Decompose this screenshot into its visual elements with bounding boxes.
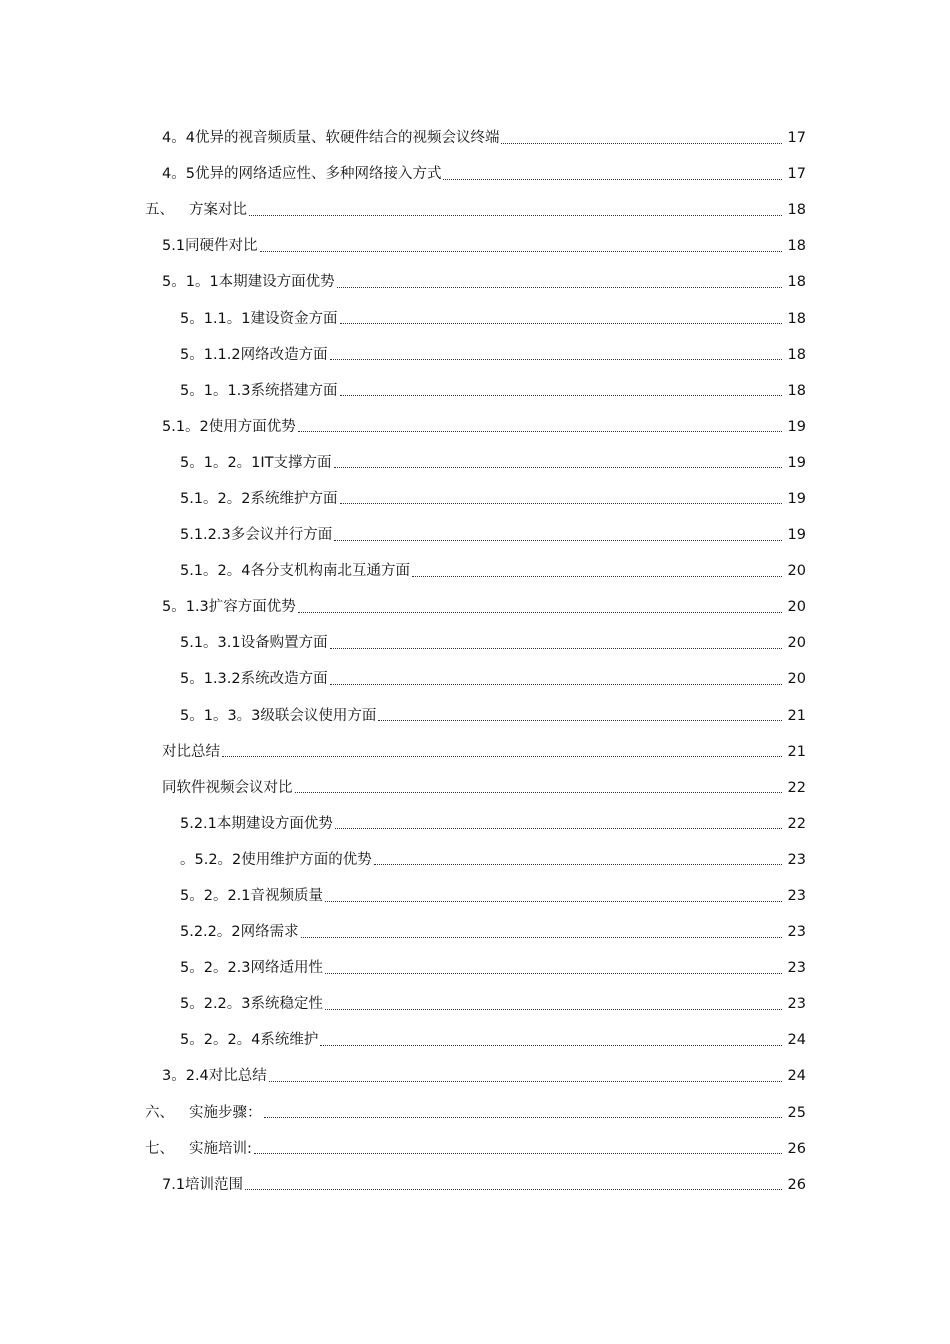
toc-dot-leader [378,719,782,721]
toc-entry[interactable] [0,1095,950,1131]
toc-entry-title [180,814,333,834]
toc-dot-leader [269,1080,782,1082]
toc-entry-title [180,1030,318,1050]
toc-dot-leader [295,791,783,793]
toc-entry-text: 4。5优异的网络适应性、多种网络接入方式 [162,166,442,183]
toc-dot-leader [337,286,782,288]
toc-dot-leader [374,863,782,865]
toc-entry[interactable] [0,878,950,914]
toc-entry-text: 5。1.1。1建设资金方面 [180,310,338,327]
toc-page-number: 26 [787,1176,806,1193]
toc-entry-title [180,994,323,1014]
toc-dot-leader [330,358,782,360]
toc-entry-text: 5。1。1本期建设方面优势 [162,274,335,291]
toc-page-number: 22 [787,779,806,796]
toc-page-number: 23 [787,996,806,1013]
toc-entry-title [162,272,335,292]
toc-entry-title [162,236,258,256]
toc-page-number: 24 [787,1032,806,1049]
toc-entry[interactable] [0,156,950,192]
toc-entry-title [162,1066,267,1086]
toc-dot-leader [334,466,782,468]
toc-entry[interactable] [0,300,950,336]
toc-entry-text: 5。1.3扩容方面优势 [162,599,296,616]
toc-page-number: 18 [787,310,806,327]
toc-entry[interactable] [0,517,950,553]
toc-entry[interactable] [0,914,950,950]
toc-page-number: 23 [787,888,806,905]
toc-dot-leader [443,178,782,180]
toc-entry[interactable] [0,698,950,734]
toc-entry-text: 5.2.1本期建设方面优势 [180,815,333,832]
toc-dot-leader [249,214,782,216]
toc-entry-text: 实施培训: [189,1140,252,1157]
toc-dot-leader [501,142,782,144]
toc-entry[interactable] [0,264,950,300]
toc-entry-title [145,200,247,220]
toc-dot-leader [412,575,782,577]
toc-entry[interactable] [0,228,950,264]
toc-chapter-number: 五、 [145,202,174,219]
toc-dot-leader [340,394,782,396]
toc-entry-text: 4。4优异的视音频质量、软硬件结合的视频会议终端 [162,130,500,147]
toc-entry[interactable] [0,1058,950,1094]
toc-entry-title [180,309,338,329]
toc-entry-text: 5.1.2.3多会议并行方面 [180,527,333,544]
toc-entry-title [162,778,293,798]
toc-dot-leader [301,936,782,938]
toc-entry[interactable] [0,553,950,589]
toc-page-number: 22 [787,815,806,832]
toc-page-number: 21 [787,743,806,760]
toc-entry-text: 5.1。3.1设备购置方面 [180,635,328,652]
toc-entry[interactable] [0,770,950,806]
toc-entry-title [180,561,410,581]
toc-entry[interactable] [0,481,950,517]
toc-dot-leader [264,1116,783,1118]
toc-entry-text: 。5.2。2使用维护方面的优势 [180,851,372,868]
toc-page-number: 17 [787,130,806,147]
toc-dot-leader [330,647,782,649]
toc-page-number: 19 [787,490,806,507]
toc-page-number: 20 [787,563,806,580]
toc-entry[interactable] [0,445,950,481]
toc-entry-text: 5。1。1.3系统搭建方面 [180,382,338,399]
toc-dot-leader [340,502,782,504]
toc-entry-title [162,417,296,437]
toc-dot-leader [340,322,782,324]
toc-entry-title [180,706,376,726]
toc-page-number: 19 [787,418,806,435]
toc-entry-text: 5.1。2使用方面优势 [162,418,296,435]
toc-dot-leader [298,430,782,432]
toc-entry[interactable] [0,1131,950,1167]
toc-entry-text: 5.1同硬件对比 [162,238,258,255]
toc-entry[interactable] [0,1022,950,1058]
toc-entry[interactable] [0,842,950,878]
toc-entry-title [180,633,328,653]
toc-entry-text: 5。2。2。4系统维护 [180,1032,319,1049]
toc-entry-text: 7.1培训范围 [162,1176,244,1193]
toc-entry[interactable] [0,950,950,986]
toc-dot-leader [334,539,782,541]
toc-entry-text: 3。2.4对比总结 [162,1068,267,1085]
toc-page-number: 23 [787,851,806,868]
toc-dot-leader [325,900,782,902]
toc-page-number: 18 [787,274,806,291]
toc-entry-text: 5.2.2。2网络需求 [180,924,299,941]
toc-entry[interactable] [0,120,950,156]
toc-entry-text: 方案对比 [189,202,247,219]
toc-entry-title [162,742,220,762]
toc-page-number: 20 [787,635,806,652]
toc-dot-leader [298,611,782,613]
toc-entry[interactable] [0,625,950,661]
toc-dot-leader [260,250,782,252]
toc-entry-title [180,453,332,473]
toc-entry[interactable] [0,986,950,1022]
toc-entry-text: 5。1.1.2网络改造方面 [180,346,328,363]
toc-page-number: 26 [787,1140,806,1157]
toc-entry-text: 同软件视频会议对比 [162,779,293,796]
toc-page-number: 19 [787,527,806,544]
toc-page-number: 21 [787,707,806,724]
toc-entry[interactable] [0,1167,950,1203]
toc-entry-title [180,958,323,978]
toc-entry-title [162,597,296,617]
toc-entry[interactable] [0,373,950,409]
toc-entry-text: 5.1。2。2系统维护方面 [180,490,338,507]
toc-page-number: 20 [787,599,806,616]
toc-entry-text: 实施步骤： [189,1104,262,1121]
toc-entry-title [180,525,332,545]
toc-entry-title [180,922,299,942]
toc-dot-leader [245,1188,782,1190]
toc-page-number: 18 [787,346,806,363]
toc-entry-text: 5。1。2。1IT支撑方面 [180,454,332,471]
toc-entry-title [145,1103,262,1123]
toc-entry[interactable] [0,806,950,842]
toc-dot-leader [254,1152,782,1154]
toc-dot-leader [330,683,782,685]
toc-page-number: 18 [787,202,806,219]
toc-entry[interactable] [0,589,950,625]
toc-entry-text: 对比总结 [162,743,220,760]
toc-entry-title [180,669,328,689]
toc-entry-title [180,886,323,906]
toc-page-number: 24 [787,1068,806,1085]
toc-entry[interactable] [0,409,950,445]
toc-dot-leader [320,1044,782,1046]
toc-entry-title [162,1175,243,1195]
toc-entry-title [162,128,499,148]
toc-entry-text: 5。2。2.1音视频质量 [180,888,324,905]
toc-dot-leader [325,1008,782,1010]
toc-entry-title [145,1139,252,1159]
table-of-contents [0,120,950,1203]
toc-page-number: 23 [787,924,806,941]
toc-page-number: 23 [787,960,806,977]
toc-entry[interactable] [0,661,950,697]
toc-entry[interactable] [0,337,950,373]
toc-page-number: 25 [787,1104,806,1121]
toc-entry-text: 5。2。2.3网络适用性 [180,960,324,977]
toc-entry-text: 5。2.2。3系统稳定性 [180,996,324,1013]
toc-page-number: 17 [787,166,806,183]
toc-page-number: 18 [787,382,806,399]
toc-page-number: 19 [787,454,806,471]
toc-entry-text: 5。1。3。3级联会议使用方面 [180,707,377,724]
toc-entry[interactable] [0,734,950,770]
toc-entry-title [180,489,338,509]
toc-entry-title [180,850,372,870]
toc-entry-text: 5.1。2。4各分支机构南北互通方面 [180,563,411,580]
toc-page-number: 18 [787,238,806,255]
toc-dot-leader [335,827,782,829]
toc-entry-text: 5。1.3.2系统改造方面 [180,671,328,688]
toc-dot-leader [325,972,782,974]
toc-chapter-number: 七、 [145,1140,174,1157]
toc-entry-title [180,345,328,365]
toc-entry[interactable] [0,192,950,228]
toc-entry-title [180,381,338,401]
toc-dot-leader [222,755,782,757]
toc-page-number: 20 [787,671,806,688]
toc-chapter-number: 六、 [145,1104,174,1121]
toc-entry-title [162,164,441,184]
